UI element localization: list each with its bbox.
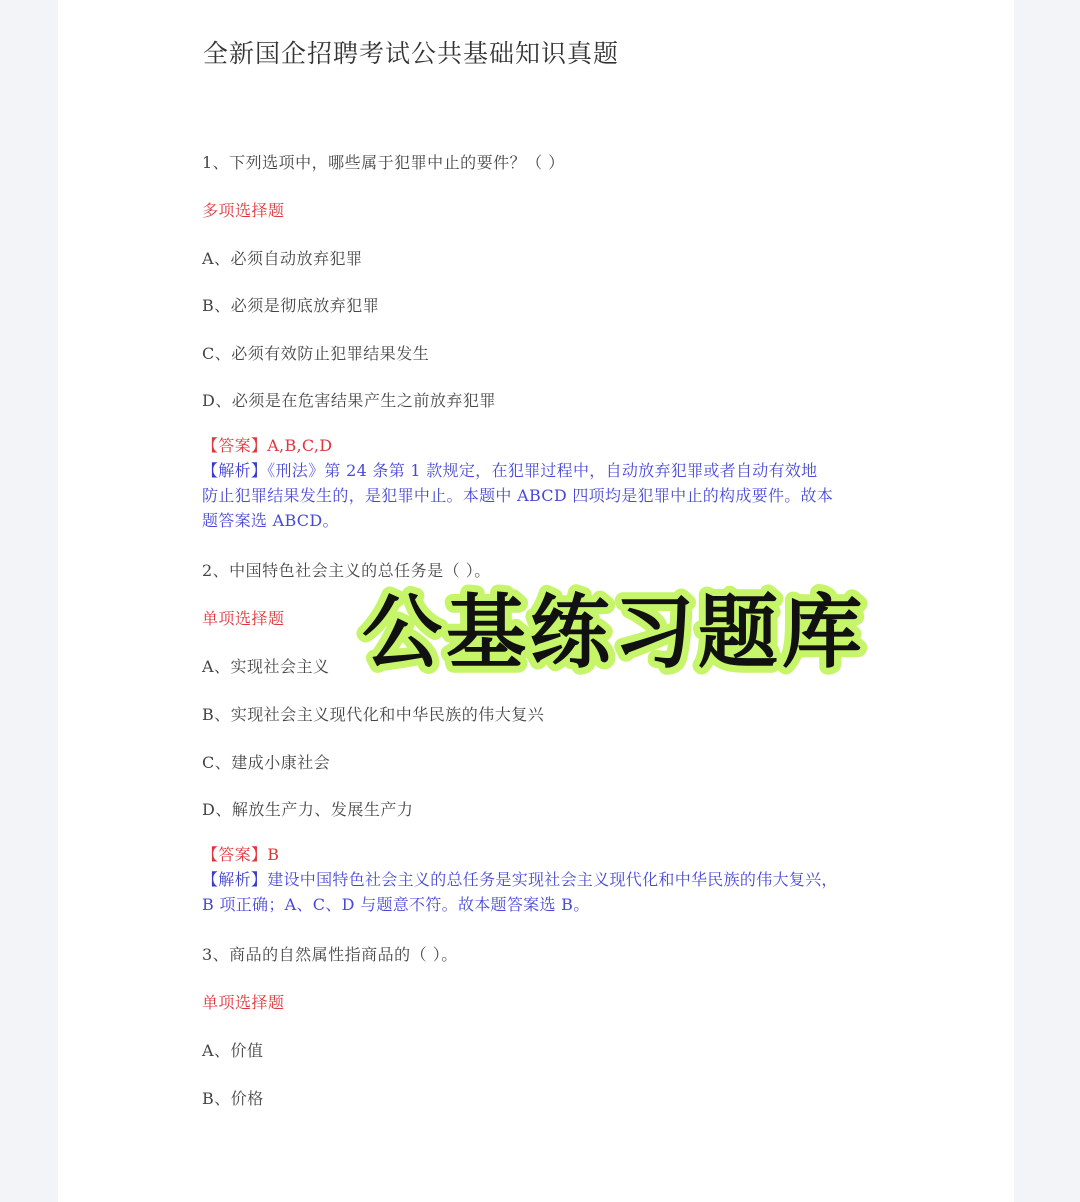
analysis-line: 防止犯罪结果发生的，是犯罪中止。本题中 ABCD 四项均是犯罪中止的构成要件。故本 bbox=[202, 486, 834, 505]
analysis-tag: 【解析】 bbox=[202, 870, 268, 889]
question-2-type: 单项选择题 bbox=[202, 609, 285, 628]
question-1-type: 多项选择题 bbox=[202, 201, 285, 220]
question-1-answer-block bbox=[202, 433, 882, 533]
question-1-option-d: D、必须是在危害结果产生之前放弃犯罪 bbox=[202, 391, 496, 410]
question-2-option-c: C、建成小康社会 bbox=[202, 753, 331, 772]
analysis-line: 《刑法》第 24 条第 1 款规定，在犯罪过程中，自动放弃犯罪或者自动有效地 bbox=[267, 461, 818, 480]
answer-tag: 【答案】 bbox=[202, 845, 268, 864]
question-1-option-a: A、必须自动放弃犯罪 bbox=[202, 249, 363, 268]
question-1-option-c: C、必须有效防止犯罪结果发生 bbox=[202, 344, 430, 363]
question-1-analysis bbox=[202, 458, 882, 483]
analysis-line: 建设中国特色社会主义的总任务是实现社会主义现代化和中华民族的伟大复兴， bbox=[267, 870, 838, 889]
question-1-option-b: B、必须是彻底放弃犯罪 bbox=[202, 296, 380, 315]
question-2-answer-line bbox=[202, 842, 882, 867]
question-3-stem: 3、商品的自然属性指商品的（ ）。 bbox=[202, 945, 458, 964]
question-1-stem: 1、下列选项中，哪些属于犯罪中止的要件？（ ） bbox=[202, 153, 565, 172]
question-2-analysis bbox=[202, 867, 882, 892]
question-3-type: 单项选择题 bbox=[202, 993, 285, 1012]
analysis-line: B 项正确；A、C、D 与题意不符。故本题答案选 B。 bbox=[202, 895, 590, 914]
question-3-option-a: A、价值 bbox=[202, 1041, 264, 1060]
question-1-answer-line bbox=[202, 433, 882, 458]
analysis-tag: 【解析】 bbox=[202, 461, 268, 480]
question-2-answer-block bbox=[202, 842, 882, 917]
question-2-stem: 2、中国特色社会主义的总任务是（ ）。 bbox=[202, 561, 491, 580]
question-2-option-b: B、实现社会主义现代化和中华民族的伟大复兴 bbox=[202, 705, 545, 724]
overlay-banner bbox=[354, 568, 874, 688]
question-2-answer: B bbox=[267, 845, 280, 864]
overlay-text: 公基练习题库 bbox=[362, 586, 866, 679]
question-2-option-d: D、解放生产力、发展生产力 bbox=[202, 800, 414, 819]
document-title: 全新国企招聘考试公共基础知识真题 bbox=[203, 39, 620, 68]
question-3-option-b: B、价格 bbox=[202, 1089, 264, 1108]
answer-tag: 【答案】 bbox=[202, 436, 268, 455]
analysis-line: 题答案选 ABCD。 bbox=[202, 511, 339, 530]
question-2-option-a: A、实现社会主义 bbox=[202, 657, 330, 676]
question-1-answer: A,B,C,D bbox=[267, 436, 333, 455]
